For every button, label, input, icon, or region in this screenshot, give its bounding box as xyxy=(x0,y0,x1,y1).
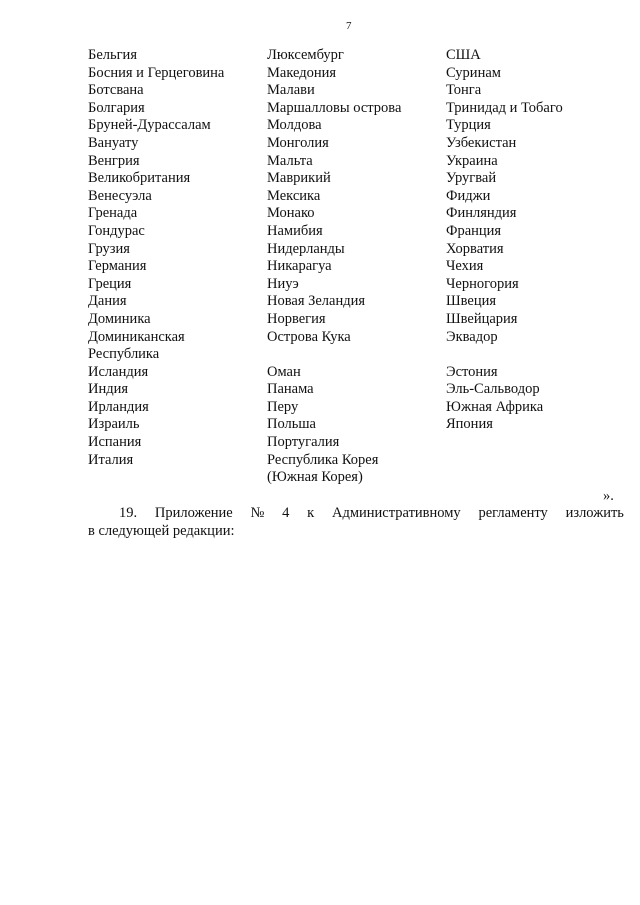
country-list-item: Доминиканская xyxy=(88,328,185,345)
paragraph-word: Приложение xyxy=(154,505,233,521)
country-list-item: Доминика xyxy=(88,310,151,327)
country-list-item: Норвегия xyxy=(267,310,326,327)
country-list-item: Малави xyxy=(267,82,315,99)
paragraph-word: Административному xyxy=(332,505,461,521)
country-list-item: Уругвай xyxy=(446,170,497,187)
country-list-item: Венесуэла xyxy=(88,187,152,204)
country-list-item: Тринидад и Тобаго xyxy=(446,99,563,116)
country-list-item: Германия xyxy=(88,258,147,275)
country-list-item: Испания xyxy=(88,434,142,451)
country-list-item: Ирландия xyxy=(88,398,149,415)
country-list-item: Болгария xyxy=(88,99,145,116)
country-column-2 xyxy=(267,47,401,487)
country-list-item: Нидерланды xyxy=(267,240,345,257)
country-list-item: США xyxy=(446,47,481,63)
country-list-item: Венгрия xyxy=(88,152,140,169)
country-list-item: Гренада xyxy=(88,205,138,222)
country-list-item: Оман xyxy=(267,363,301,380)
country-list-item: Острова Кука xyxy=(267,328,351,345)
paragraph-line-1 xyxy=(88,505,624,523)
country-list-item: Франция xyxy=(446,222,502,239)
country-list-item: Македония xyxy=(267,64,337,81)
country-list-item: Исландия xyxy=(88,363,149,380)
country-list-item: Маврикий xyxy=(267,170,331,187)
country-list-item: Турция xyxy=(446,117,491,134)
page-number: 7 xyxy=(346,20,352,32)
country-list-item: Финляндия xyxy=(446,205,517,222)
country-list-item: Грузия xyxy=(88,240,130,257)
country-list-item: Эквадор xyxy=(446,328,498,345)
amendment-paragraph xyxy=(88,505,624,540)
country-list-item: Швеция xyxy=(446,293,497,310)
country-list-item: Израиль xyxy=(88,416,140,433)
country-list-item: Босния и Герцеговина xyxy=(88,64,225,81)
country-list-item: Ниуэ xyxy=(267,275,299,292)
country-list-item: Перу xyxy=(267,398,299,415)
country-list-item: Маршалловы острова xyxy=(267,99,402,116)
country-list-item: Чехия xyxy=(446,258,484,275)
country-list-item: Япония xyxy=(446,416,493,433)
list-gap xyxy=(267,346,401,364)
country-list-item: Никарагуа xyxy=(267,258,332,275)
country-list-item: Мексика xyxy=(267,187,321,204)
country-list-item: Люксембург xyxy=(267,47,344,63)
country-list-item: Бруней-Дурассалам xyxy=(88,117,211,134)
closing-quote: ». xyxy=(603,488,614,504)
country-list-item: Ботсвана xyxy=(88,82,144,99)
paragraph-word: № xyxy=(250,505,265,521)
country-list-item: Бельгия xyxy=(88,47,137,63)
paragraph-word: 19. xyxy=(119,505,138,521)
country-list-item: Суринам xyxy=(446,64,501,81)
country-list-item: Вануату xyxy=(88,134,139,151)
country-list-item: Панама xyxy=(267,381,314,398)
country-list-item: Мальта xyxy=(267,152,313,169)
country-list-item: Черногория xyxy=(446,275,519,292)
paragraph-word: изложить xyxy=(565,505,624,521)
country-list-item: Дания xyxy=(88,293,127,310)
country-list-item: Республика Корея xyxy=(267,451,379,468)
country-column-3 xyxy=(446,47,563,434)
country-list-item: Италия xyxy=(88,451,134,468)
country-list-item: Хорватия xyxy=(446,240,504,257)
country-list-item: Греция xyxy=(88,275,132,292)
country-list-item: Тонга xyxy=(446,82,482,99)
country-list-item: Новая Зеландия xyxy=(267,293,366,310)
country-list-item: Португалия xyxy=(267,434,340,451)
country-column-1 xyxy=(88,47,224,469)
paragraph-word: регламенту xyxy=(478,505,548,521)
country-list-item: Молдова xyxy=(267,117,322,134)
paragraph-line-2: в следующей редакции: xyxy=(88,522,235,539)
country-list-item: Эль-Сальводор xyxy=(446,381,540,398)
country-list-item: Великобритания xyxy=(88,170,191,187)
list-gap xyxy=(446,346,563,364)
country-list-item: Южная Африка xyxy=(446,398,544,415)
country-list-item: Украина xyxy=(446,152,498,169)
country-list-item: Швейцария xyxy=(446,310,518,327)
country-list-item: Республика xyxy=(88,346,160,363)
country-list-item: Узбекистан xyxy=(446,134,517,151)
country-list-item: Монголия xyxy=(267,134,329,151)
paragraph-word: к xyxy=(307,505,315,521)
country-list-item: Гондурас xyxy=(88,222,145,239)
country-list-item: Намибия xyxy=(267,222,323,239)
country-list-item: Монако xyxy=(267,205,315,222)
paragraph-word: 4 xyxy=(282,505,290,521)
country-list-item: Польша xyxy=(267,416,316,433)
country-list-item: (Южная Корея) xyxy=(267,469,363,486)
country-list-item: Фиджи xyxy=(446,187,491,204)
country-list-item: Индия xyxy=(88,381,129,398)
country-list-item: Эстония xyxy=(446,363,498,380)
